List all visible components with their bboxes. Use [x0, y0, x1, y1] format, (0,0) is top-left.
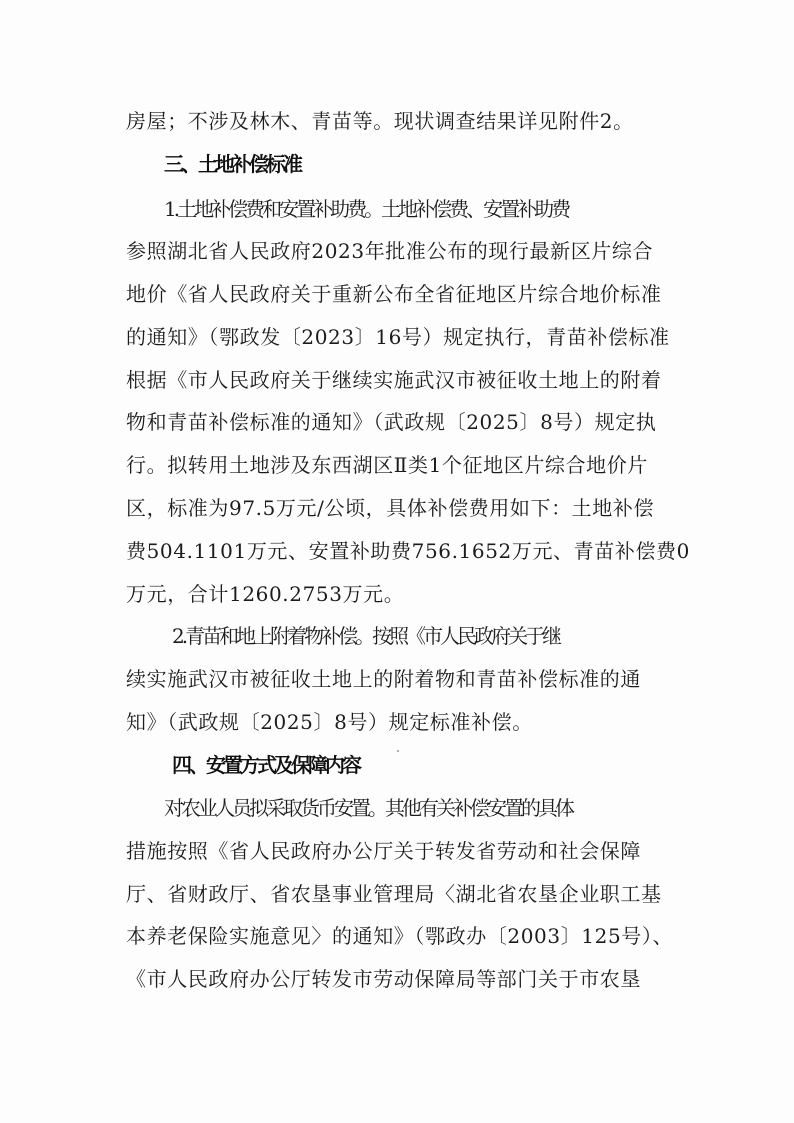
body-text-line: 费504.1101万元、安置补助费756.1652万元、青苗补偿费0 [126, 539, 690, 563]
body-text-line: 参照湖北省人民政府2023年批准公布的现行最新区片综合 [126, 239, 654, 263]
body-text-line: 续实施武汉市被征收土地上的附着物和青苗补偿标准的通 [126, 667, 641, 691]
body-text-line: 《市人民政府办公厅转发市劳动保障局等部门关于市农垦 [126, 967, 641, 991]
body-text-line: 本养老保险实施意见〉的通知》（鄂政办〔2003〕125号）、 [126, 924, 674, 948]
body-text-line: 根据《市人民政府关于继续实施武汉市被征收土地上的附着 [126, 368, 662, 392]
body-text-line: 对农业人员拟采取货币安置。其他有关补偿安置的具体 [164, 796, 572, 820]
body-text-line: 万元，合计1260.2753万元。 [126, 582, 405, 606]
section-heading-resettlement: 四、安置方式及保障内容 [172, 753, 359, 777]
body-text-line: 1.土地补偿费和安置补助费。土地补偿费、安置补助费 [164, 197, 569, 221]
body-text-line: 房屋；不涉及林木、青苗等。现状调查结果详见附件2。 [126, 109, 634, 133]
scan-speck [397, 750, 399, 752]
body-text-line: 厅、省财政厅、省农垦事业管理局〈湖北省农垦企业职工基 [126, 882, 662, 906]
body-text-line: 2.青苗和地上附着物补偿。按照《市人民政府关于继 [172, 624, 560, 648]
body-text-line: 物和青苗补偿标准的通知》（武政规〔2025〕8号）规定执 [126, 410, 657, 434]
body-text-line: 知》（武政规〔2025〕8号）规定标准补偿。 [126, 710, 533, 734]
section-heading-land-compensation: 三、土地补偿标准 [164, 152, 300, 176]
body-text-line: 措施按照《省人民政府办公厅关于转发省劳动和社会保障 [126, 839, 641, 863]
body-text-line: 地价《省人民政府关于重新公布全省征地区片综合地价标准 [126, 282, 662, 306]
body-text-line: 行。拟转用土地涉及东西湖区Ⅱ类1个征地区片综合地价片 [126, 453, 648, 477]
body-text-line: 的通知》（鄂政发〔2023〕16号）规定执行，青苗补偿标准 [126, 325, 670, 349]
body-text-line: 区，标准为97.5万元/公顷，具体补偿费用如下：土地补偿 [126, 496, 655, 520]
